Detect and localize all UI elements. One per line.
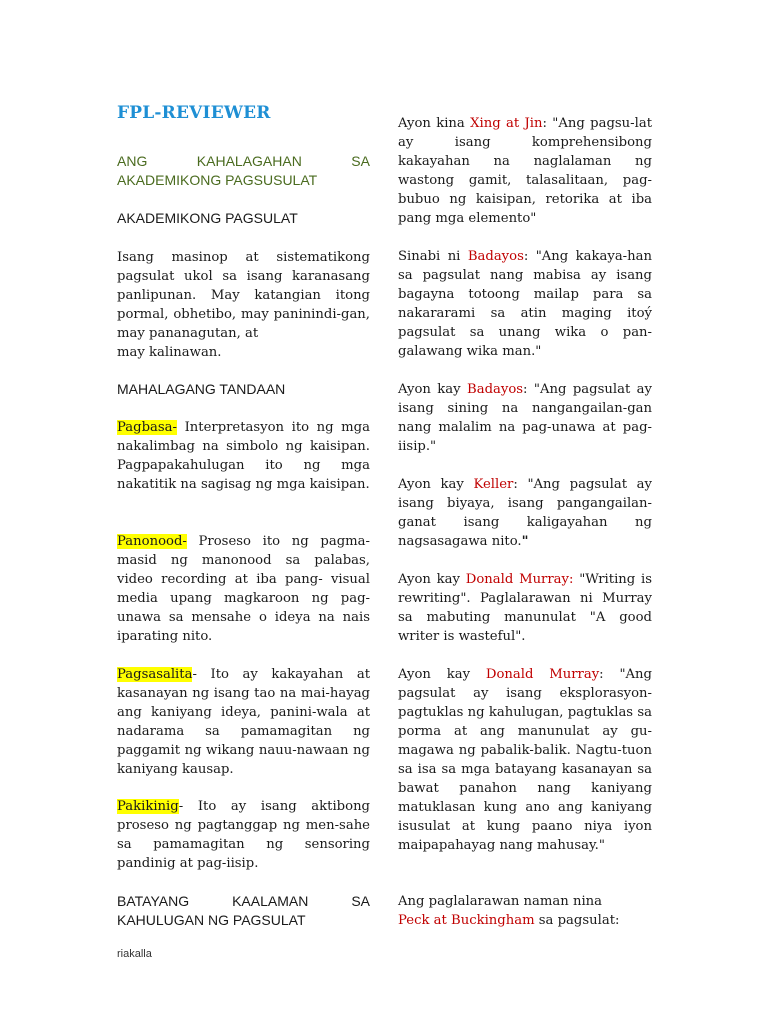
quote-badayos-1: Sinabi ni Badayos: "Ang kakaya-han sa pagsulat nang mabisa ay isang bagayna totoong mailap para sa nakararami sa atin maging itoý pagsulat sa unang wika o pan-galawang wika man.": [398, 249, 652, 359]
section-heading: ANG KAHALAGAHAN SA AKADEMIKONG PAGSUSULAT: [117, 153, 370, 188]
author-name: Donald Murray: [485, 667, 600, 682]
subheading-akademikong-pagsulat: AKADEMIKONG PAGSULAT: [117, 210, 298, 226]
author-name: Peck at Buckingham: [398, 913, 535, 928]
quote-donald-murray-2: Ayon kay Donald Murray: "Ang pagsulat ay isang eksplorasyon-pagtuklas ng kahulugan, pagtuklas sa porma at ang manunulat ay gu-magawa ng pabalik-balik. Nagtu-tuon sa isa sa mga batayang kasanayan sa bawat panahon nang kaniyang matuklasan kung ano ang kaniyang isusulat at kung paano niya iyon maipapahayag nang mahusay.": [398, 667, 652, 853]
quote-donald-murray-1: Ayon kay Donald Murray: "Writing is rewriting". Paglalarawan ni Murray sa mabuting manunulat "A good writer is wasteful".: [398, 572, 652, 644]
definition-pagsasalita: Pagsasalita- Ito ay kakayahan at kasanayan ng isang tao na mai-hayag ang kaniyang ideya, panini-wala at nadarama sa pamamagitan ng paggamit ng wikang nauu-nawaan ng kaniyang kausap.: [117, 667, 370, 777]
quote-xing-at-jin: Ayon kina Xing at Jin: "Ang pagsu-lat ay isang komprehensibong kakayahan na naglalaman ng wastong gamit, talasalitaan, pag-bubuo ng kaisipan, retorika at iba pang mga elemento": [398, 116, 653, 226]
subheading-mahalagang-tandaan: MAHALAGANG TANDAAN: [117, 381, 286, 397]
term-highlight: Panonood: [117, 534, 183, 549]
quote-keller: Ayon kay Keller: "Ang pagsulat ay isang biyaya, isang pangangailan-ganat isang kaligayahan ng nagsasagawa nito.": [398, 477, 652, 549]
term-highlight: Pagbasa: [117, 420, 173, 435]
author-name: Badayos: [467, 249, 524, 264]
author-name: Xing at Jin: [470, 116, 543, 131]
author-name: Donald Murray:: [465, 572, 574, 587]
quote-peck-at-buckingham: Ang paglalarawan naman nina Peck at Buckingham sa pagsulat:: [398, 894, 620, 928]
definition-pakikinig: Pakikinig- Ito ay isang aktibong proseso ng pagtanggap ng men-sahe sa pamamagitan ng sensoring pandinig at pag-iisip.: [117, 799, 370, 871]
subheading-batayang-kaalaman: BATAYANG KAALAMAN SA KAHULUGAN NG PAGSULAT: [117, 893, 370, 928]
author-name: Badayos: [467, 382, 524, 397]
term-highlight: Pagsasalita: [117, 667, 193, 682]
quote-badayos-2: Ayon kay Badayos: "Ang pagsulat ay isang sining na nangangailan-gan nang malalim na pag-unawa at pag-iisip.": [398, 382, 652, 454]
footer-author: riakalla: [117, 948, 152, 960]
document-title: FPL-REVIEWER: [117, 103, 271, 123]
definition-pagbasa: Pagbasa- Interpretasyon ito ng mga nakalimbag na simbolo ng kaisipan. Pagpapakahulugan ito ng mga nakatitik na sagisag ng mga kaisipan.: [117, 420, 370, 492]
author-name: Keller: [473, 477, 514, 492]
paragraph-akademikong-pagsulat: Isang masinop at sistematikong pagsulat ukol sa isang karanasang panlipunan. May katangian itong pormal, obhetibo, may paninindi-gan, may pananagutan, at may kalinawan.: [117, 250, 370, 360]
term-highlight: Pakikinig: [117, 799, 179, 814]
definition-panonood: Panonood- Proseso ito ng pagma-masid ng manonood sa palabas, video recording at iba pang- visual media upang magkaroon ng pag-unawa sa mensahe o ideya na nais iparating nito.: [117, 534, 370, 644]
